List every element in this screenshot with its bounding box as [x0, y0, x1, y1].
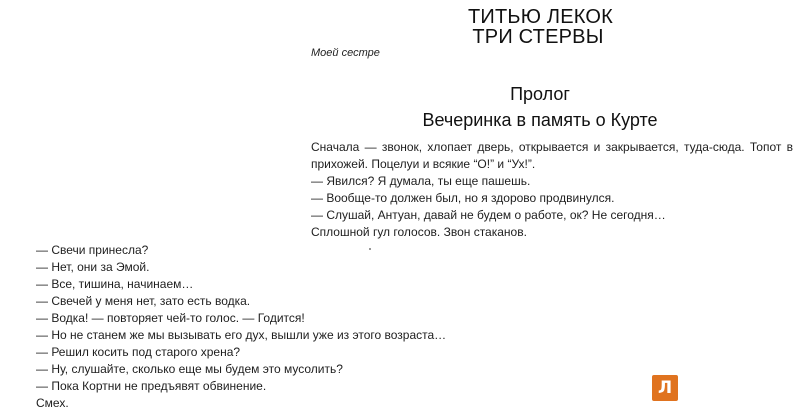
publisher-logo-letter: Л [657, 378, 673, 398]
paragraph-line: Смех. [36, 396, 69, 410]
chapter-title: Вечеринка в память о Курте [422, 110, 658, 130]
stray-dot [369, 248, 371, 250]
paragraph-line: — Ну, слушайте, сколько еще мы будем это мусолить? [36, 362, 343, 376]
paragraph-line: Сначала — звонок, хлопает дверь, открывается и закрывается, туда-сюда. Топот в [311, 140, 793, 154]
paragraph-line: — Свечей у меня нет, зато есть водка. [36, 294, 251, 308]
paragraph-line: — Явился? Я думала, ты еще пашешь. [311, 174, 531, 188]
paragraph-line: — Свечи принесла? [36, 243, 149, 257]
paragraph-line: прихожей. Поцелуи и всякие “О!” и “Ух!”. [311, 157, 536, 171]
dedication: Моей сестре [311, 47, 380, 59]
paragraph-line: — Пока Кортни не предъявят обвинение. [36, 379, 267, 393]
paragraph-line: — Но не станем же мы вызывать его дух, вышли уже из этого возраста… [36, 328, 447, 342]
author-name: ТИТЬЮ ЛЕКОК [468, 6, 613, 28]
book-title: ТРИ СТЕРВЫ [472, 26, 604, 48]
paragraph-line: — Решил косить под старого хрена? [36, 345, 241, 359]
paragraph-line: Сплошной гул голосов. Звон стаканов. [311, 225, 527, 239]
paragraph-line: — Слушай, Антуан, давай не будем о работе, ок? Не сегодня… [311, 208, 666, 222]
paragraph-line: — Все, тишина, начинаем… [36, 277, 194, 291]
publisher-logo [652, 375, 678, 401]
chapter-label: Пролог [510, 84, 570, 104]
paragraph-line: — Нет, они за Эмой. [36, 260, 150, 274]
paragraph-line: — Водка! — повторяет чей-то голос. — Годится! [36, 311, 305, 325]
paragraph-line: — Вообще-то должен был, но я здорово продвинулся. [311, 191, 615, 205]
